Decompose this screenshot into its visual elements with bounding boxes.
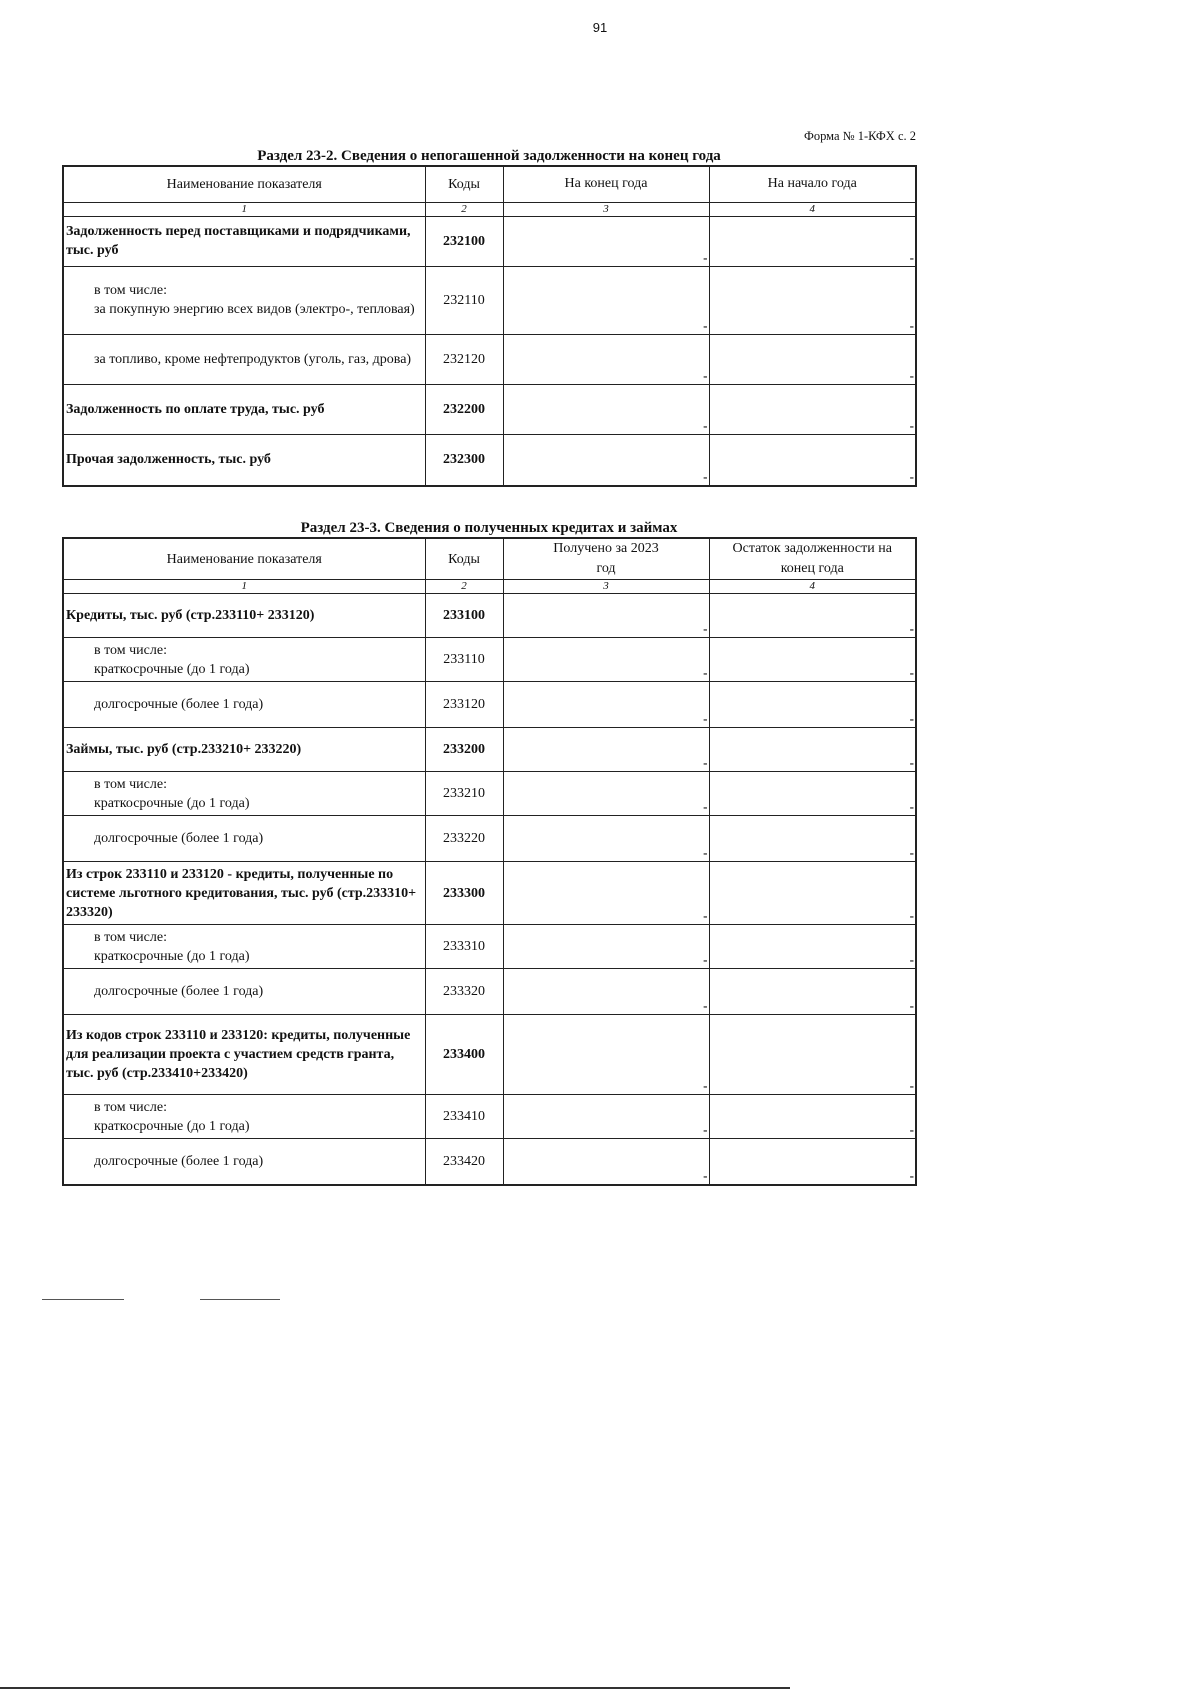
header-codes: Коды xyxy=(425,538,503,580)
row-code: 233120 xyxy=(425,682,503,728)
value-cell xyxy=(503,334,709,384)
table-row xyxy=(63,1015,916,1095)
table-row xyxy=(63,594,916,638)
table-row xyxy=(63,638,916,682)
value-dash: - xyxy=(909,1122,914,1137)
header-end-of-year xyxy=(503,166,709,202)
value-cell xyxy=(503,728,709,772)
value-cell xyxy=(503,925,709,969)
value-cell xyxy=(503,969,709,1015)
section-title-23-2: Раздел 23-2. Сведения о непогашенной задолженности на конец года xyxy=(257,148,721,164)
table-header-row xyxy=(63,538,916,580)
footer-line xyxy=(42,1299,124,1300)
table-row xyxy=(63,772,916,816)
value-cell xyxy=(709,1139,916,1185)
value-cell xyxy=(503,384,709,434)
value-dash: - xyxy=(909,1078,914,1093)
in-that-number-label: в том числе: xyxy=(94,776,167,792)
row-code: 233220 xyxy=(425,816,503,862)
in-that-number-label: в том числе: xyxy=(94,929,167,945)
value-cell xyxy=(709,682,916,728)
row-name xyxy=(63,925,425,969)
in-that-number-label: в том числе: xyxy=(94,283,167,298)
row-name-text: краткосрочные (до 1 года) xyxy=(94,948,250,964)
value-cell xyxy=(709,216,916,266)
value-dash: - xyxy=(909,367,914,383)
row-name: долгосрочные (более 1 года) xyxy=(63,682,425,728)
table-row xyxy=(63,816,916,862)
row-name: Прочая задолженность, тыс. руб xyxy=(63,434,425,486)
value-cell xyxy=(503,816,709,862)
value-cell xyxy=(503,1015,709,1095)
row-name: Из строк 233110 и 233120 - кредиты, полученные по системе льготного кредитования, тыс. руб (стр.233310+ 233320) xyxy=(63,862,425,925)
row-name xyxy=(63,266,425,334)
table-header-row xyxy=(63,166,916,202)
row-name-text: краткосрочные (до 1 года) xyxy=(94,1118,250,1134)
value-dash: - xyxy=(703,711,708,726)
value-cell xyxy=(503,594,709,638)
header-start-of-year xyxy=(709,166,916,202)
row-code: 232110 xyxy=(425,266,503,334)
value-dash: - xyxy=(909,621,914,636)
value-cell xyxy=(709,1095,916,1139)
value-cell xyxy=(503,682,709,728)
value-dash: - xyxy=(909,908,914,923)
row-code: 233210 xyxy=(425,772,503,816)
value-dash: - xyxy=(909,845,914,860)
column-number: 4 xyxy=(709,202,916,216)
section-title-23-3: Раздел 23-3. Сведения о полученных кредитах и займах xyxy=(300,520,678,536)
value-cell xyxy=(709,728,916,772)
header-balance-text: Остаток задолженности на конец года xyxy=(732,541,892,576)
value-dash: - xyxy=(909,249,914,265)
row-code: 233420 xyxy=(425,1139,503,1185)
value-dash: - xyxy=(703,249,708,265)
value-cell xyxy=(503,1139,709,1185)
header-balance xyxy=(709,538,916,580)
table-row xyxy=(63,682,916,728)
header-received xyxy=(503,538,709,580)
column-number: 4 xyxy=(709,580,916,594)
value-cell xyxy=(709,969,916,1015)
value-dash: - xyxy=(909,417,914,433)
row-name: Из кодов строк 233110 и 233120: кредиты, полученные для реализации проекта с участием средств гранта, тыс. руб (стр.233410+233420) xyxy=(63,1015,425,1095)
row-name-text: за покупную энергию всех видов (электро-, тепловая) xyxy=(94,302,415,317)
value-dash: - xyxy=(909,799,914,814)
row-code: 232300 xyxy=(425,434,503,486)
row-name: Займы, тыс. руб (стр.233210+ 233220) xyxy=(63,728,425,772)
value-dash: - xyxy=(909,711,914,726)
in-that-number-label: в том числе: xyxy=(94,642,167,658)
header-codes: Коды xyxy=(425,166,503,202)
row-name: Кредиты, тыс. руб (стр.233110+ 233120) xyxy=(63,594,425,638)
table-row xyxy=(63,925,916,969)
row-code: 233320 xyxy=(425,969,503,1015)
table-row xyxy=(63,334,916,384)
form-label: Форма № 1-КФХ с. 2 xyxy=(803,129,916,143)
header-end-of-year-text: На конец года xyxy=(564,176,648,192)
row-code: 233310 xyxy=(425,925,503,969)
value-cell xyxy=(503,434,709,486)
value-dash: - xyxy=(703,367,708,383)
value-cell xyxy=(503,862,709,925)
row-name: долгосрочные (более 1 года) xyxy=(63,816,425,862)
row-code: 233300 xyxy=(425,862,503,925)
column-number: 3 xyxy=(503,580,709,594)
value-cell xyxy=(709,334,916,384)
value-cell xyxy=(709,434,916,486)
row-code: 233410 xyxy=(425,1095,503,1139)
row-code: 233100 xyxy=(425,594,503,638)
row-name: за топливо, кроме нефтепродуктов (уголь, газ, дрова) xyxy=(63,334,425,384)
row-name: долгосрочные (более 1 года) xyxy=(63,969,425,1015)
scan-bottom-edge xyxy=(0,1687,790,1689)
table-row xyxy=(63,434,916,486)
value-cell xyxy=(503,266,709,334)
value-cell xyxy=(709,266,916,334)
value-dash: - xyxy=(703,1122,708,1137)
value-cell xyxy=(709,862,916,925)
row-name-text: краткосрочные (до 1 года) xyxy=(94,795,250,811)
value-dash: - xyxy=(703,1078,708,1093)
column-number: 2 xyxy=(425,580,503,594)
value-cell xyxy=(709,925,916,969)
value-dash: - xyxy=(703,1167,708,1183)
value-dash: - xyxy=(909,1167,914,1183)
value-cell xyxy=(503,1095,709,1139)
value-cell xyxy=(709,1015,916,1095)
header-indicator-name: Наименование показателя xyxy=(63,166,425,202)
value-cell xyxy=(503,638,709,682)
header-received-text: Получено за 2023 год xyxy=(553,541,659,576)
row-code: 232100 xyxy=(425,216,503,266)
row-code: 232200 xyxy=(425,384,503,434)
value-dash: - xyxy=(909,317,914,333)
row-name: Задолженность по оплате труда, тыс. руб xyxy=(63,384,425,434)
value-dash: - xyxy=(703,799,708,814)
table-row xyxy=(63,969,916,1015)
value-dash: - xyxy=(909,755,914,770)
row-code: 233200 xyxy=(425,728,503,772)
row-code: 233110 xyxy=(425,638,503,682)
row-name: Задолженность перед поставщиками и подрядчиками, тыс. руб xyxy=(63,216,425,266)
value-cell xyxy=(709,638,916,682)
value-dash: - xyxy=(909,952,914,967)
value-cell xyxy=(709,772,916,816)
value-dash: - xyxy=(909,665,914,680)
row-name xyxy=(63,772,425,816)
value-dash: - xyxy=(703,755,708,770)
value-cell xyxy=(709,594,916,638)
table-row xyxy=(63,728,916,772)
value-dash: - xyxy=(909,469,914,484)
column-number: 1 xyxy=(63,580,425,594)
row-name xyxy=(63,1095,425,1139)
value-cell xyxy=(503,216,709,266)
row-code: 233400 xyxy=(425,1015,503,1095)
table-row xyxy=(63,266,916,334)
value-cell xyxy=(709,816,916,862)
table-row xyxy=(63,384,916,434)
value-dash: - xyxy=(703,845,708,860)
row-name-text: краткосрочные (до 1 года) xyxy=(94,661,250,677)
table-row xyxy=(63,862,916,925)
debt-table xyxy=(62,165,917,487)
row-name: долгосрочные (более 1 года) xyxy=(63,1139,425,1185)
loans-table xyxy=(62,537,917,1186)
value-dash: - xyxy=(703,908,708,923)
table-row xyxy=(63,216,916,266)
column-number-row xyxy=(63,580,916,594)
value-dash: - xyxy=(703,621,708,636)
in-that-number-label: в том числе: xyxy=(94,1099,167,1115)
value-dash: - xyxy=(703,469,708,484)
column-number-row xyxy=(63,202,916,216)
value-cell xyxy=(709,384,916,434)
column-number: 3 xyxy=(503,202,709,216)
value-dash: - xyxy=(703,998,708,1013)
table-row xyxy=(63,1139,916,1185)
page-number: 91 xyxy=(592,20,608,35)
value-dash: - xyxy=(909,998,914,1013)
value-dash: - xyxy=(703,317,708,333)
footer-line xyxy=(200,1299,280,1300)
value-cell xyxy=(503,772,709,816)
value-dash: - xyxy=(703,952,708,967)
table-row xyxy=(63,1095,916,1139)
header-indicator-name: Наименование показателя xyxy=(63,538,425,580)
value-dash: - xyxy=(703,417,708,433)
header-start-of-year-text: На начало года xyxy=(767,176,857,192)
column-number: 1 xyxy=(63,202,425,216)
column-number: 2 xyxy=(425,202,503,216)
row-name xyxy=(63,638,425,682)
row-code: 232120 xyxy=(425,334,503,384)
value-dash: - xyxy=(703,665,708,680)
